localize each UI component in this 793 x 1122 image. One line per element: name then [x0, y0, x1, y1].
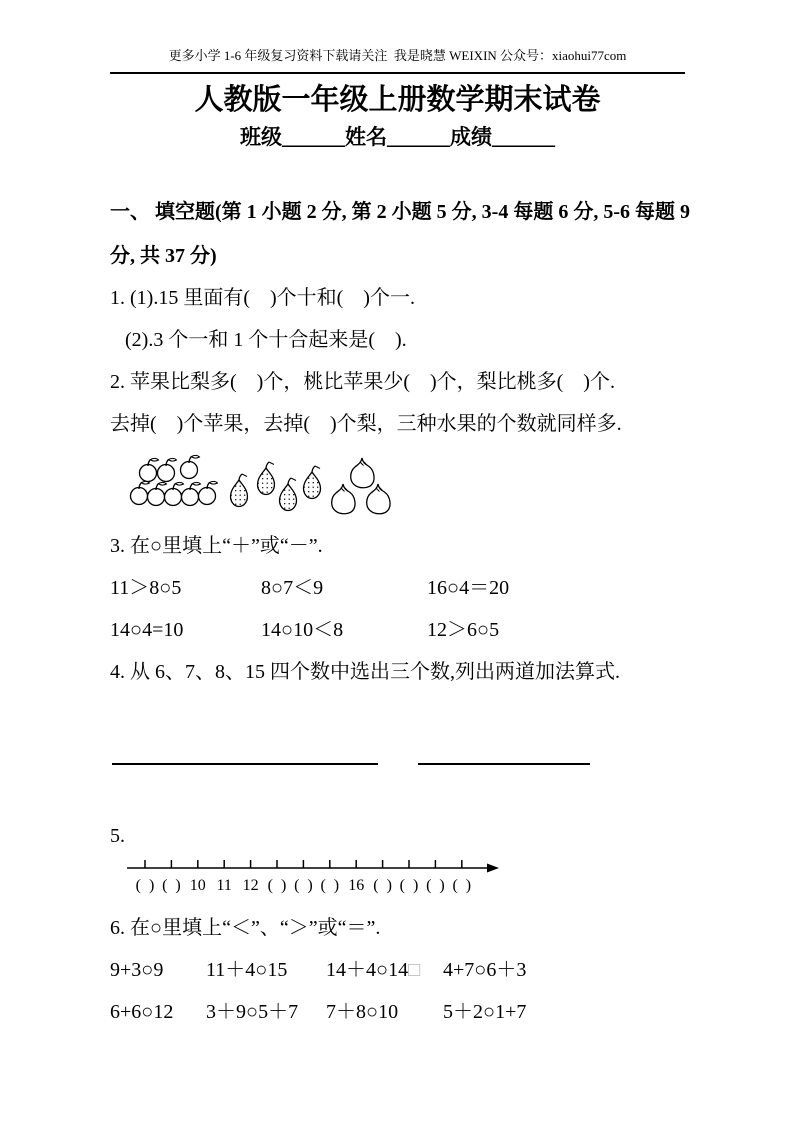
question6-row2 [110, 1000, 685, 1024]
svg-text:( ): ( ) [452, 877, 472, 894]
q3-expression: 12＞6○5 [427, 619, 500, 641]
question1-part2: (2).3 个一和 1 个十合起来是( ). [110, 329, 407, 351]
question1-part1: 1. (1).15 里面有( )个十和( )个一. [110, 287, 415, 309]
q6-expression: 3＋9○5＋7 [206, 1001, 299, 1023]
answer-blank-line [418, 757, 590, 765]
svg-text:10: 10 [189, 877, 206, 894]
svg-text:( ): ( ) [320, 877, 340, 894]
question5-label: 5. [110, 825, 125, 847]
svg-text:( ): ( ) [267, 877, 287, 894]
number-line [126, 852, 516, 898]
question2-line2: 去掉( )个苹果，去掉( )个梨，三种水果的个数就同样多. [110, 413, 622, 435]
pear-group-illustration [222, 452, 322, 516]
q6-expression: 5＋2○1+7 [443, 1001, 527, 1023]
q6-expression: 14＋4○14□ [326, 959, 421, 981]
svg-text:( ): ( ) [294, 877, 313, 894]
svg-text:( ): ( ) [399, 877, 419, 894]
peach-group-illustration [326, 452, 396, 518]
question3-row2 [110, 618, 685, 642]
svg-text:( ): ( ) [426, 877, 445, 894]
svg-text:( ): ( ) [135, 877, 155, 894]
question3-heading: 3. 在○里填上“＋”或“－”. [110, 535, 323, 557]
q3-expression: 11＞8○5 [110, 577, 182, 599]
q3-expression: 14○10＜8 [261, 619, 344, 641]
q3-expression: 14○4=10 [110, 619, 184, 641]
q6-expression: 11＋4○15 [206, 959, 288, 981]
student-info-line: 班级______姓名______成绩______ [240, 125, 555, 149]
question6-heading: 6. 在○里填上“＜”、“＞”或“＝”. [110, 917, 381, 939]
q6-expression: 7＋8○10 [326, 1001, 399, 1023]
header-divider [110, 72, 685, 74]
svg-text:( ): ( ) [373, 877, 392, 894]
answer-blank-line [112, 757, 378, 765]
svg-text:16: 16 [348, 877, 365, 894]
section1-heading-line2: 分, 共 37 分) [110, 245, 217, 267]
q6-expression: 9+3○9 [110, 959, 164, 981]
question4-answer-lines [112, 757, 685, 763]
page-title: 人教版一年级上册数学期末试卷 [194, 84, 601, 116]
page-header-note: 更多小学 1-6 年级复习资料下载请关注 我是晓慧 WEIXIN 公众号：xiaohui77com [168, 48, 627, 63]
fruit-illustration-row [128, 452, 685, 516]
apple-group-illustration [128, 452, 218, 514]
question3-row1 [110, 576, 685, 600]
svg-text:11: 11 [216, 877, 232, 894]
number-line-figure [126, 852, 685, 898]
q6-expression: 4+7○6＋3 [443, 959, 527, 981]
q3-expression: 16○4＝20 [427, 577, 510, 599]
q6-expression: 6+6○12 [110, 1001, 174, 1023]
question2-line1: 2. 苹果比梨多( )个，桃比苹果少( )个，梨比桃多( )个. [110, 371, 615, 393]
svg-text:12: 12 [242, 877, 259, 894]
question4-text: 4. 从 6、7、8、15 四个数中选出三个数,列出两道加法算式. [110, 661, 620, 683]
section1-heading-line1: 一、 填空题(第 1 小题 2 分, 第 2 小题 5 分, 3-4 每题 6 分, 5-6 每题 9 [110, 201, 690, 223]
q3-expression: 8○7＜9 [261, 577, 324, 599]
question6-row1 [110, 958, 685, 982]
svg-text:( ): ( ) [162, 877, 181, 894]
